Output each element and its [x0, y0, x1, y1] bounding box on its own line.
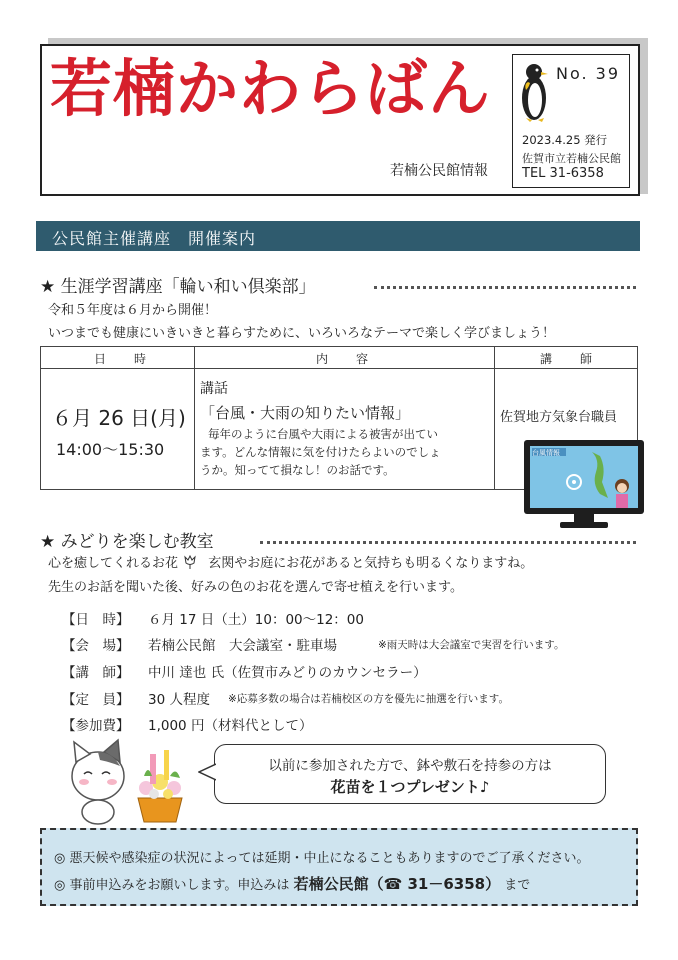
bubble-line2: 花苗を１つプレゼント♪	[330, 778, 490, 796]
info-value-capacity: 30 人程度	[148, 692, 210, 708]
course1-intro-line2: いつまでも健康にいきいきと暮らすために、いろいろなテーマで楽しく学びましょう！	[48, 326, 556, 341]
newsletter-title: 若楠かわらばん	[50, 52, 492, 125]
notice-box	[40, 828, 638, 906]
talk-description-line: うか。知ってて損なし！のお話です。	[200, 463, 395, 477]
course1-time: 14:00～15:30	[56, 440, 165, 459]
table-header-divider	[40, 368, 638, 369]
heading-dotted-leader	[374, 286, 636, 289]
talk-title: 「台風・大雨の知りたい情報」	[200, 404, 411, 422]
course2-intro-text: 玄関やお庭にお花があると気持ちも明るくなりますね。	[208, 556, 534, 571]
heading-dotted-leader	[260, 541, 636, 544]
table-column-divider	[494, 346, 495, 490]
course2-heading: ★ みどりを楽しむ教室	[40, 532, 214, 552]
talk-label: 講話	[200, 381, 228, 397]
table-header-lecturer: 講 師	[540, 352, 601, 366]
issue-number: No. 39	[556, 64, 621, 83]
info-label-venue: 【会 場】	[62, 638, 130, 654]
issue-date: 2023.4.25 発行	[522, 133, 608, 147]
notice-contact: 若楠公民館（☎ 31－6358）	[293, 875, 501, 893]
info-value-fee: 1,000 円（材料代として）	[148, 718, 313, 734]
table-header-datetime: 日 時	[94, 352, 155, 366]
info-note-venue: ※雨天時は大会議室で実習を行います。	[378, 639, 565, 651]
table-header-content: 内 容	[316, 352, 377, 366]
info-label-lecturer: 【講 師】	[62, 665, 130, 681]
info-label-capacity: 【定 員】	[62, 692, 130, 708]
talk-description-line: 毎年のように台風や大雨による被害が出てい	[208, 427, 438, 441]
course2-intro-text: 心を癒してくれるお花	[48, 556, 179, 571]
info-label-datetime: 【日 時】	[62, 612, 130, 628]
penguin-icon	[516, 60, 552, 124]
info-note-capacity: ※応募多数の場合は若楠校区の方を優先に抽選を行います。	[228, 693, 509, 705]
notice-line1: ◎ 悪天候や感染症の状況によっては延期・中止になることもありますのでご了承ください。	[54, 851, 590, 866]
masthead-subtitle: 若楠公民館情報	[390, 163, 488, 179]
tulip-icon	[182, 555, 198, 569]
info-value-venue: 若楠公民館 大会議室・駐車場	[148, 638, 337, 654]
issue-tel: TEL 31-6358	[522, 166, 604, 181]
notice-line2	[54, 873, 530, 894]
course2-intro-line1	[48, 552, 533, 571]
course2-intro-line2: 先生のお話を聞いた後、好みの色のお花を選んで寄せ植えを行います。	[48, 580, 463, 595]
info-value-datetime: ６月 17 日（土）10：00～12：00	[148, 612, 364, 628]
issue-publisher: 佐賀市立若楠公民館	[522, 152, 621, 165]
section-banner-text: 公民館主催講座 開催案内	[52, 229, 257, 248]
notice-line2-prefix: ◎ 事前申込みをお願いします。申込みは	[54, 878, 290, 893]
speech-bubble-tail	[198, 762, 216, 782]
bubble-line1: 以前に参加された方で、鉢や敷石を持参の方は	[268, 758, 552, 774]
lecturer: 佐賀地方気象台職員	[500, 410, 618, 425]
info-label-fee: 【参加費】	[62, 718, 130, 734]
course1-heading: ★ 生涯学習講座「輪い和い倶楽部」	[40, 277, 316, 297]
info-value-lecturer: 中川 達也 氏（佐賀市みどりのカウンセラー）	[148, 665, 427, 681]
talk-description-line: ます。どんな情報に気を付けたらよいのでしょ	[200, 445, 441, 459]
tv-caption: 台風情報	[532, 449, 560, 457]
table-column-divider	[194, 346, 195, 490]
notice-line2-suffix: まで	[504, 878, 531, 893]
course1-date: ６月 26 日(月)	[52, 406, 186, 430]
course1-intro-line1: 令和５年度は６月から開催！	[48, 303, 218, 318]
cat-flowerpot-icon	[64, 736, 204, 828]
